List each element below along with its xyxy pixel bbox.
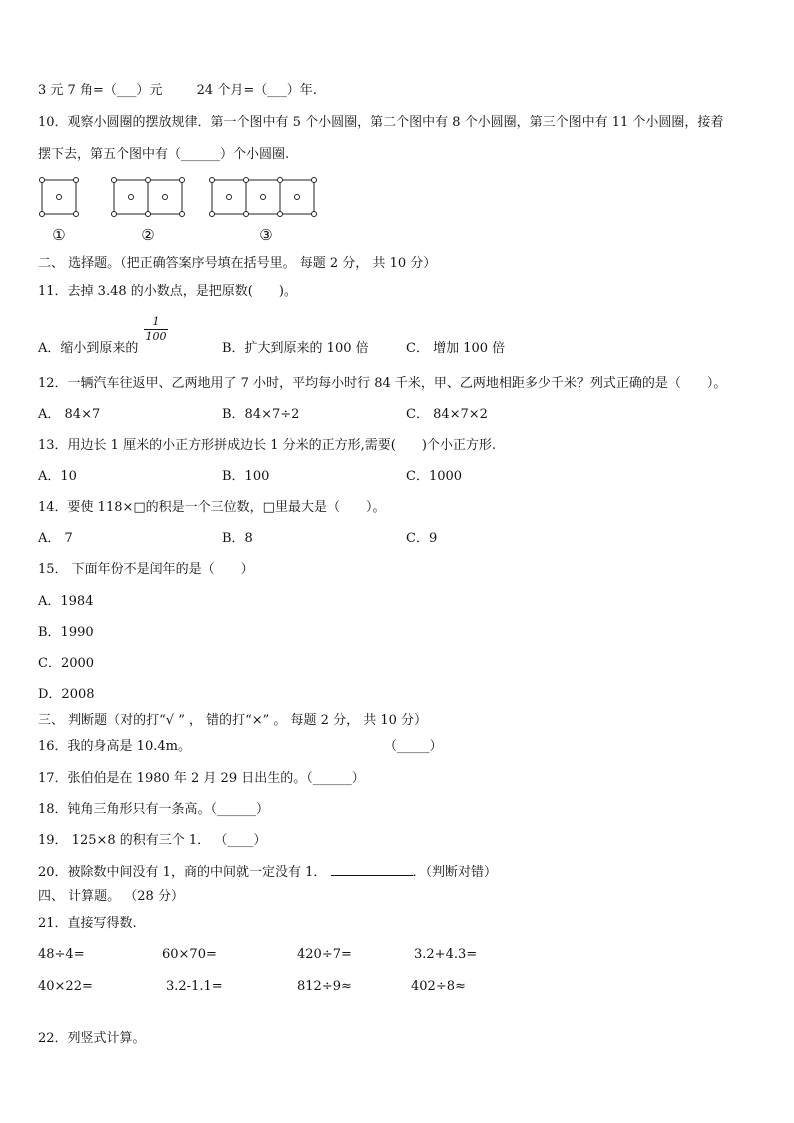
figure-label-2: ② [141, 226, 155, 244]
fraction-denominator: 100 [145, 330, 167, 343]
question-20-line [38, 863, 497, 882]
q12-option-b[interactable]: B．84×7÷2 [222, 407, 300, 422]
question-9-line [38, 82, 317, 100]
question-22: 22．列竖式计算。 [38, 1031, 146, 1046]
q20-stem: 20．被除数中间没有 1，商的中间就一定没有 1． [38, 865, 327, 880]
q15-option-a[interactable]: A．1984 [38, 594, 94, 609]
question-12-stem: 12．一辆汽车往返甲、乙两地用了 7 小时，平均每小时行 84 千米，甲、乙两地相距多少千米？列式正确的是（ ）。 [38, 376, 727, 391]
fraction-one-hundredth [144, 316, 168, 343]
q15-option-b[interactable]: B．1990 [38, 625, 94, 640]
q9-text-4: ）年. [286, 83, 317, 98]
q20-tail: ．（判断对错） [412, 865, 498, 880]
circle-pattern-figure [30, 172, 330, 246]
q14-option-c[interactable]: C．9 [406, 531, 438, 546]
q15-option-d[interactable]: D．2008 [38, 687, 95, 702]
q11-option-c[interactable]: C． 增加 100 倍 [406, 341, 506, 356]
calc-item: 60×70= [162, 947, 217, 962]
q16-answer-blank[interactable]: （_____） [384, 739, 443, 754]
question-14-stem: 14．要使 118×□的积是一个三位数，□里最大是（ ）。 [38, 500, 386, 515]
question-18: 18．钝角三角形只有一条高。（______） [38, 802, 270, 817]
fraction-numerator: 1 [152, 315, 160, 328]
q9-blank-2[interactable]: ___ [267, 83, 287, 98]
question-17: 17．张伯伯是在 1980 年 2 月 29 日出生的。（______） [38, 771, 365, 786]
section-3-heading: 三、 判断题（对的打“√ ” ， 错的打“×” 。 每题 2 分， 共 10 分） [38, 713, 428, 728]
q11-option-b[interactable]: B．扩大到原来的 100 倍 [222, 341, 369, 356]
q14-option-a[interactable]: A． 7 [38, 531, 73, 546]
calc-item: 812÷9≈ [297, 979, 352, 994]
small-circles [40, 178, 317, 217]
q13-option-a[interactable]: A．10 [38, 469, 77, 484]
q9-text-3: 24 个月=（ [196, 83, 268, 98]
q15-option-c[interactable]: C．2000 [38, 656, 95, 671]
calc-item: 402÷8≈ [411, 979, 466, 994]
calc-item: 40×22= [38, 979, 93, 994]
calc-item: 3.2-1.1= [166, 979, 223, 994]
question-15-stem: 15． 下面年份不是闰年的是（ ） [38, 562, 254, 577]
calc-item: 420÷7= [297, 947, 352, 962]
q14-option-b[interactable]: B．8 [222, 531, 253, 546]
q13-option-c[interactable]: C．1000 [406, 469, 463, 484]
section-4-heading: 四、 计算题。 （28 分） [38, 889, 184, 904]
calc-item: 3.2+4.3= [414, 947, 478, 962]
question-16-stem: 16．我的身高是 10.4m。 [38, 739, 191, 754]
q9-text-1: 3 元 7 角=（ [38, 83, 117, 98]
question-13-stem: 13．用边长 1 厘米的小正方形拼成边长 1 分米的正方形,需要( )个小正方形. [38, 438, 497, 453]
figure-label-3: ③ [259, 226, 273, 244]
question-19: 19． 125×8 的积有三个 1． （____） [38, 833, 267, 848]
q11-option-a[interactable]: A．缩小到原来的 [38, 341, 139, 356]
question-10-line-2: 摆下去，第五个图中有（______）个小圆圈. [38, 147, 290, 162]
question-11-stem: 11．去掉 3.48 的小数点，是把原数( )。 [38, 284, 297, 299]
q9-blank-1[interactable]: ___ [116, 83, 137, 98]
q12-option-c[interactable]: C． 84×7×2 [406, 407, 488, 422]
calc-item: 48÷4= [38, 947, 85, 962]
q12-option-a[interactable]: A． 84×7 [38, 407, 101, 422]
q20-answer-blank[interactable] [331, 863, 413, 876]
q9-text-2: ）元 [136, 83, 163, 98]
figure-label-1: ① [52, 226, 66, 244]
question-10-line-1: 10．观察小圆圈的摆放规律．第一个图中有 5 个小圆圈，第二个图中有 8 个小圆圈，第三个图中有 11 个小圆圈，接着 [38, 115, 724, 130]
q13-option-b[interactable]: B．100 [222, 469, 270, 484]
section-2-heading: 二、 选择题。（把正确答案序号填在括号里。 每题 2 分， 共 10 分） [38, 256, 437, 271]
question-21-stem: 21．直接写得数. [38, 916, 137, 931]
